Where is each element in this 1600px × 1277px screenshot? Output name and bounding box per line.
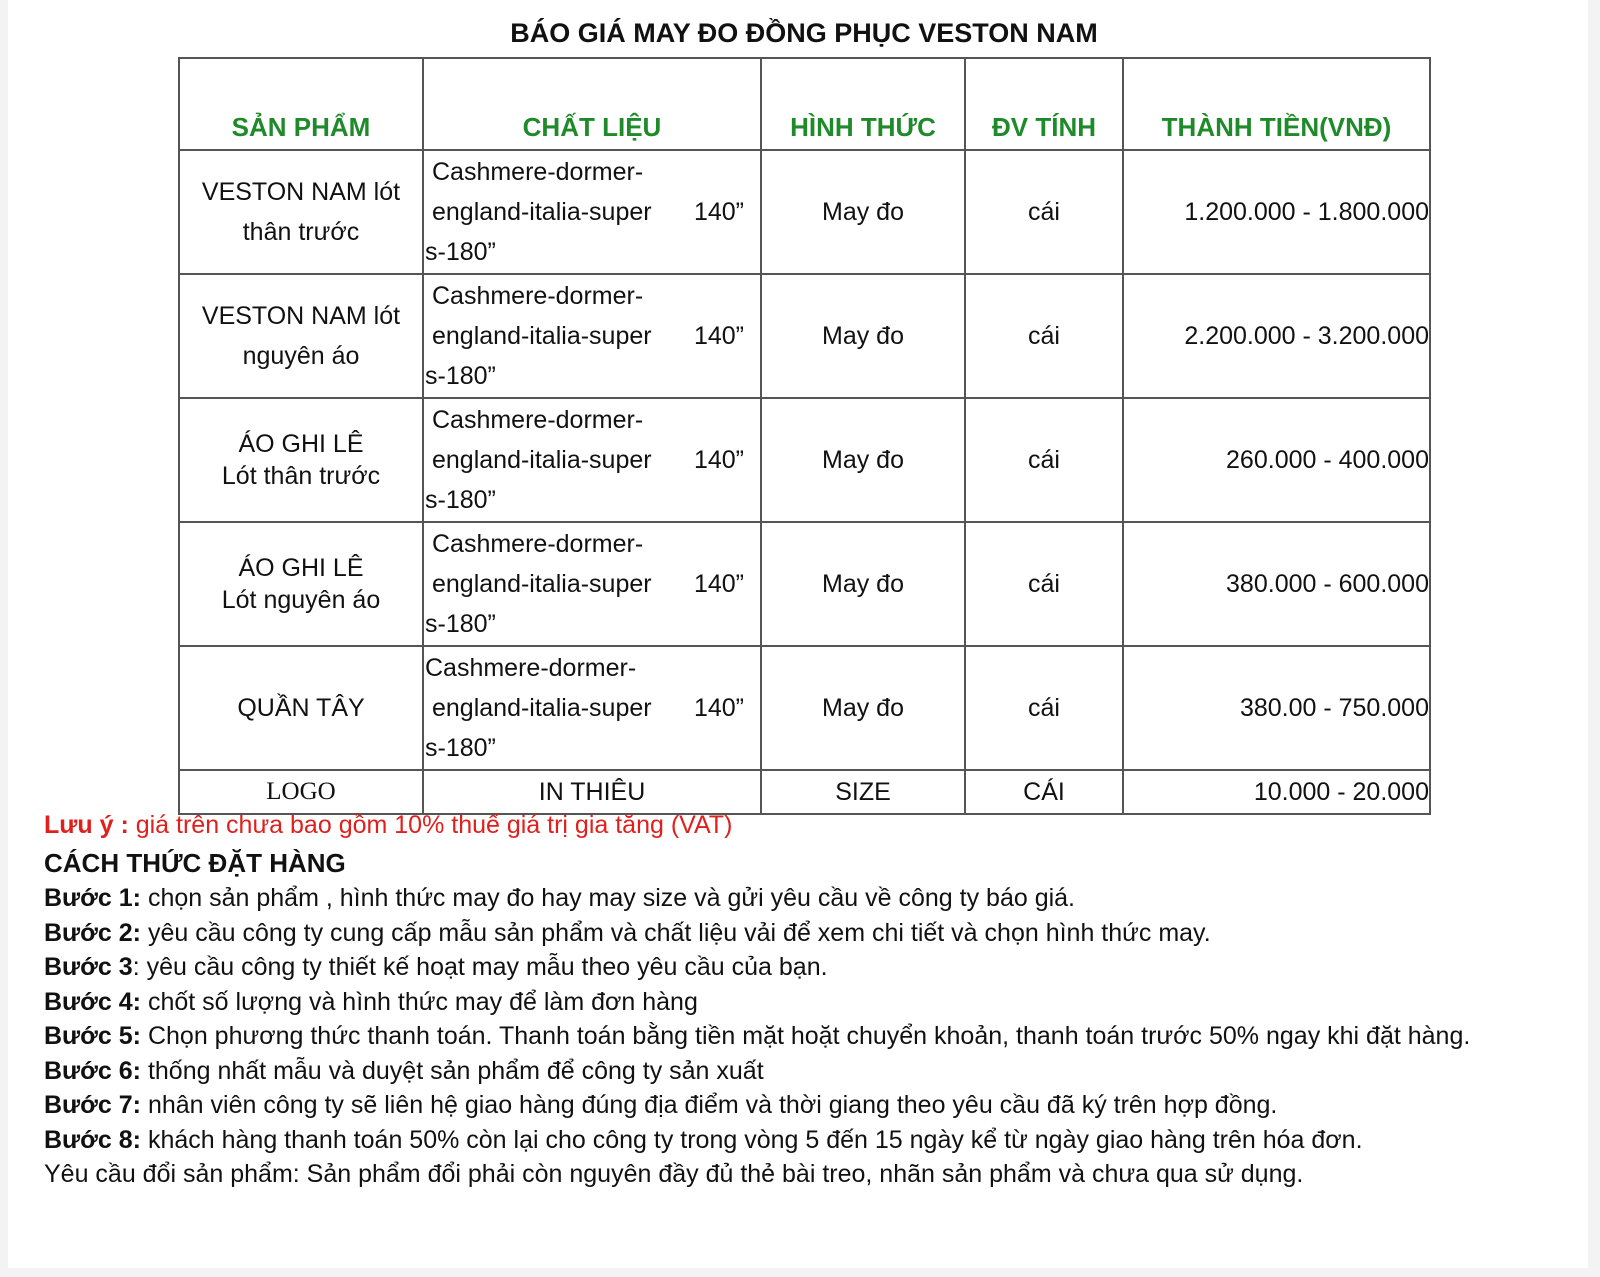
form-cell: May đo	[761, 150, 965, 274]
form-cell: May đo	[761, 398, 965, 522]
form-cell: May đo	[761, 646, 965, 770]
material-line3: s-180”	[425, 362, 496, 390]
step-item	[44, 916, 1544, 951]
price-cell: 380.00 - 750.000	[1123, 646, 1430, 770]
material-line3: s-180”	[425, 610, 496, 638]
vat-note-text: giá trên chưa bao gồm 10% thuế giá trị gia tăng (VAT)	[128, 811, 733, 839]
step-text: chốt số lượng và hình thức may để làm đơn hàng	[141, 987, 698, 1016]
material-line2b: 140”	[693, 198, 744, 226]
table-row	[179, 398, 1430, 522]
product-cell	[179, 274, 423, 398]
material-line1: Cashmere-dormer-	[432, 406, 644, 434]
table-header-row	[179, 58, 1430, 150]
table-row-logo	[179, 770, 1430, 814]
material-line1: Cashmere-dormer-	[425, 654, 637, 682]
material-line1: Cashmere-dormer-	[432, 158, 644, 186]
step-label: Bước 4:	[44, 987, 142, 1016]
material-line2a: england-italia-super	[432, 570, 652, 598]
product-name-line2: nguyên áo	[242, 342, 360, 370]
unit-cell: cái	[965, 274, 1123, 398]
exchange-note: Yêu cầu đổi sản phẩm: Sản phẩm đổi phải còn nguyên đầy đủ thẻ bài treo, nhãn sản phẩm và chưa qua sử dụng.	[44, 1160, 1304, 1188]
material-line3: s-180”	[425, 734, 496, 762]
step-label: Bước 7:	[44, 1091, 142, 1119]
price-cell: 380.000 - 600.000	[1123, 522, 1430, 646]
price-cell: 1.200.000 - 1.800.000	[1123, 150, 1430, 274]
header-price: THÀNH TIỀN(VNĐ)	[1123, 58, 1430, 150]
unit-cell: cái	[965, 646, 1123, 770]
product-name-line1: ÁO GHI LÊ	[238, 554, 364, 582]
step-label: Bước 6:	[44, 1056, 142, 1085]
step-item	[44, 1054, 1544, 1089]
header-material: CHẤT LIỆU	[423, 58, 761, 150]
step-text: yêu cầu công ty cung cấp mẫu sản phẩm và chất liệu vải để xem chi tiết và chọn hình thức may.	[141, 918, 1211, 947]
header-unit: ĐV TÍNH	[965, 58, 1123, 150]
table-row	[179, 522, 1430, 646]
logo-product-cell: LOGO	[179, 770, 423, 814]
unit-cell: cái	[965, 398, 1123, 522]
form-cell: May đo	[761, 274, 965, 398]
material-line1: Cashmere-dormer-	[432, 282, 644, 310]
step-text: Chọn phương thức thanh toán. Thanh toán bằng tiền mặt hoặt chuyển khoản, thanh toán trước 50% ngay khi đặt hàng.	[141, 1022, 1471, 1050]
step-label: Bước 3	[44, 953, 133, 981]
step-label: Bước 8:	[44, 1125, 142, 1154]
ordering-title: CÁCH THỨC ĐẶT HÀNG	[44, 848, 346, 878]
price-cell: 260.000 - 400.000	[1123, 398, 1430, 522]
price-table	[178, 57, 1431, 815]
step-item	[44, 950, 1544, 985]
table-row	[179, 274, 1430, 398]
product-name-line1: VESTON NAM lót	[201, 302, 401, 330]
product-cell	[179, 522, 423, 646]
material-line2a: england-italia-super	[432, 694, 652, 722]
material-line2b: 140”	[693, 570, 744, 598]
page-title: BÁO GIÁ MAY ĐO ĐỒNG PHỤC VESTON NAM	[510, 18, 1098, 48]
price-cell: 2.200.000 - 3.200.000	[1123, 274, 1430, 398]
step-text: nhân viên công ty sẽ liên hệ giao hàng đúng địa điểm và thời giang theo yêu cầu đã ký trên hợp đồng.	[141, 1091, 1278, 1119]
material-line3: s-180”	[425, 486, 496, 514]
material-line2b: 140”	[693, 694, 744, 722]
product-name-line1: QUẦN TÂY	[237, 694, 365, 722]
table-row	[179, 150, 1430, 274]
product-name-line1: VESTON NAM lót	[201, 178, 401, 206]
material-cell	[423, 646, 761, 770]
header-form: HÌNH THỨC	[761, 58, 965, 150]
step-text: chọn sản phẩm , hình thức may đo hay may size và gửi yêu cầu về công ty báo giá.	[141, 884, 1075, 912]
table-row	[179, 646, 1430, 770]
product-name-line2: Lót nguyên áo	[221, 586, 381, 614]
form-cell: May đo	[761, 522, 965, 646]
product-cell	[179, 398, 423, 522]
material-line2a: england-italia-super	[432, 198, 652, 226]
logo-price-cell: 10.000 - 20.000	[1123, 770, 1430, 814]
material-line2b: 140”	[693, 322, 744, 350]
material-cell	[423, 522, 761, 646]
step-label: Bước 1:	[44, 884, 142, 912]
header-product: SẢN PHẨM	[179, 58, 423, 150]
material-line2a: england-italia-super	[432, 446, 652, 474]
product-name-line2: thân trước	[242, 218, 360, 246]
step-label: Bước 5:	[44, 1022, 142, 1050]
logo-material-cell: IN THIÊU	[423, 770, 761, 814]
step-text: khách hàng thanh toán 50% còn lại cho công ty trong vòng 5 đến 15 ngày kể từ ngày giao hàng trên hóa đơn.	[141, 1125, 1363, 1154]
step-item	[44, 1088, 1544, 1123]
step-item	[44, 881, 1544, 916]
unit-cell: cái	[965, 150, 1123, 274]
ordering-steps	[44, 881, 1544, 1192]
material-cell	[423, 398, 761, 522]
logo-form-cell: SIZE	[761, 770, 965, 814]
product-cell	[179, 150, 423, 274]
product-cell	[179, 646, 423, 770]
material-line1: Cashmere-dormer-	[432, 530, 644, 558]
material-cell	[423, 274, 761, 398]
material-line2a: england-italia-super	[432, 322, 652, 350]
material-line3: s-180”	[425, 238, 496, 266]
step-text: : yêu cầu công ty thiết kế hoạt may mẫu theo yêu cầu của bạn.	[132, 953, 828, 981]
material-cell	[423, 150, 761, 274]
vat-note-label: Lưu ý :	[44, 811, 129, 839]
step-text: thống nhất mẫu và duyệt sản phẩm để công ty sản xuất	[141, 1056, 764, 1085]
vat-note	[44, 811, 732, 840]
product-name-line1: ÁO GHI LÊ	[238, 430, 364, 458]
material-line2b: 140”	[693, 446, 744, 474]
step-item	[44, 1123, 1544, 1158]
step-item	[44, 985, 1544, 1020]
logo-unit-cell: CÁI	[965, 770, 1123, 814]
step-item	[44, 1019, 1544, 1054]
step-label: Bước 2:	[44, 918, 142, 947]
product-name-line2: Lót thân trước	[221, 462, 381, 490]
unit-cell: cái	[965, 522, 1123, 646]
